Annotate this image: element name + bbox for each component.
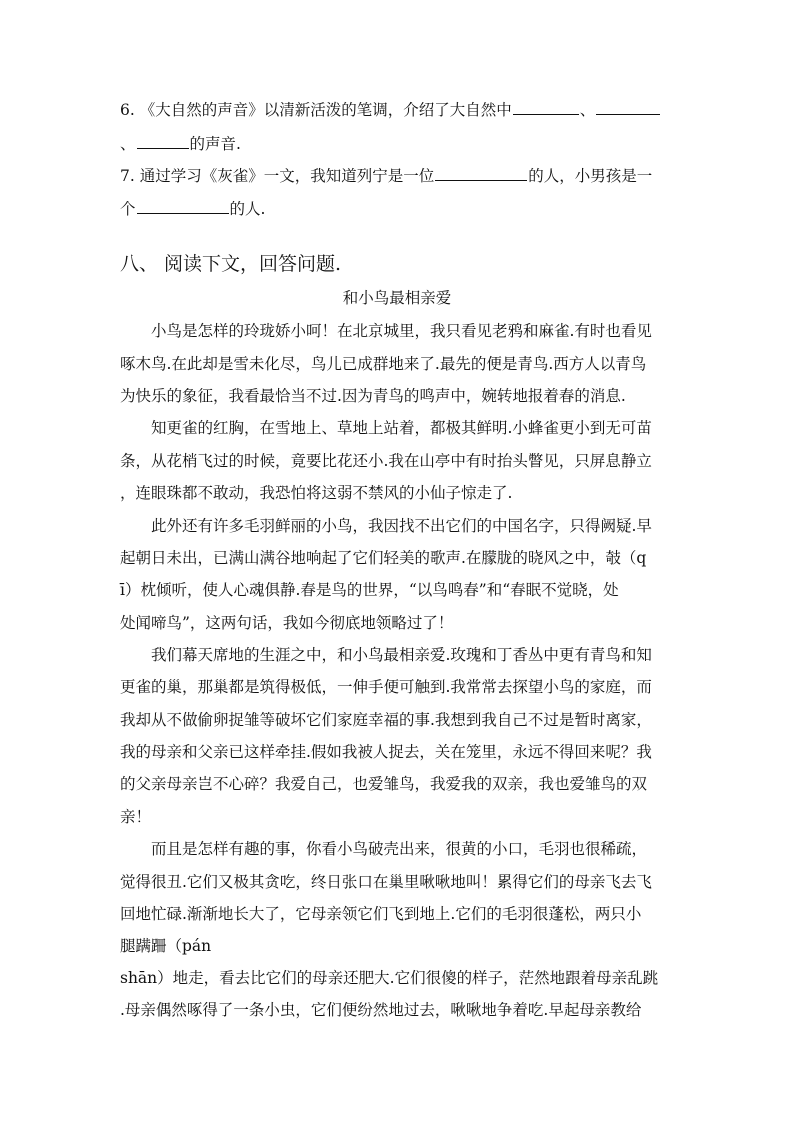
question-6-line-1 — [120, 100, 661, 120]
passage-line: 起朝日未出，已满山满谷地响起了它们轻美的歌声.在朦胧的晓风之中，攲（q — [120, 549, 647, 567]
passage-line: 我们幕天席地的生涯之中，和小鸟最相亲爱.玫瑰和丁香丛中更有青鸟和知 — [120, 646, 652, 664]
answer-blank[interactable] — [137, 134, 189, 149]
answer-blank[interactable] — [513, 100, 579, 115]
answer-blank[interactable] — [137, 199, 229, 214]
passage-line: 条，从花梢飞过的时候，竟要比花还小.我在山亭中有时抬头瞥见，只屏息静立 — [120, 452, 652, 470]
passage-line: 回地忙碌.渐渐地长大了，它母亲领它们飞到地上.它们的毛羽很蓬松，两只小 — [120, 905, 642, 923]
passage-line: 我的母亲和父亲已这样牵挂.假如我被人捉去，关在笼里，永远不得回来呢？我 — [120, 743, 652, 761]
passage-line: 觉得很丑.它们又极其贪吃，终日张口在巢里啾啾地叫！累得它们的母亲飞去飞 — [120, 873, 652, 891]
passage-line: 的父亲母亲岂不心碎？我爱自己，也爱雏鸟，我爱我的双亲，我也爱雏鸟的双 — [120, 775, 648, 793]
passage-line: 而且是怎样有趣的事，你看小鸟破壳出来，很黄的小口，毛羽也很稀疏， — [120, 840, 648, 858]
question-7-line-2 — [120, 199, 265, 219]
passage-line: ī）枕倾听，使人心魂俱静.春是鸟的世界，“以鸟鸣春”和“春眠不觉晓，处 — [120, 581, 619, 599]
answer-blank[interactable] — [435, 166, 527, 181]
separator: 、 — [120, 135, 136, 153]
passage-line: 为快乐的象征，我看最恰当不过.因为青鸟的鸣声中，婉转地报着春的消息. — [120, 387, 626, 405]
passage-line: 我却从不做偷卵捉雏等破坏它们家庭幸福的事.我想到我自己不过是暂时离家， — [120, 711, 652, 729]
passage-line: 腿蹒跚（pán — [120, 937, 212, 955]
question-6-text-end: 的声音. — [189, 135, 241, 153]
question-6-line-2 — [120, 134, 241, 154]
separator: 、 — [579, 101, 596, 119]
passage-line: 此外还有许多毛羽鲜丽的小鸟，我因找不出它们的中国名字，只得阙疑.早 — [120, 517, 652, 535]
question-7-line-1 — [120, 166, 652, 186]
passage-line: 亲！ — [120, 808, 152, 826]
passage-title: 和小鸟最相亲爱 — [342, 289, 452, 307]
question-7-text-mid: 的人，小男孩是一 — [528, 167, 653, 185]
passage-line: 啄木鸟.在此却是雪未化尽，鸟儿已成群地来了.最先的便是青鸟.西方人以青鸟 — [120, 355, 647, 373]
passage-line: ，连眼珠都不敢动，我恐怕将这弱不禁风的小仙子惊走了. — [120, 484, 513, 502]
passage-line: 小鸟是怎样的玲珑娇小呵！在北京城里，我只看见老鸦和麻雀.有时也看见 — [120, 322, 652, 340]
answer-blank[interactable] — [596, 100, 660, 115]
question-7-text-end: 的人. — [229, 200, 266, 218]
passage-line: 处闻啼鸟”，这两句话，我如今彻底地领略过了！ — [120, 614, 454, 632]
passage-line: shān）地走，看去比它们的母亲还肥大.它们很傻的样子，茫然地跟着母亲乱跳 — [120, 969, 659, 987]
passage-line: 更雀的巢，那巢都是筑得极低，一伸手便可触到.我常常去探望小鸟的家庭，而 — [120, 678, 652, 696]
passage-line: .母亲偶然啄得了一条小虫，它们便纷然地过去，啾啾地争着吃.早起母亲教给 — [120, 1001, 642, 1019]
passage-line: 知更雀的红胸，在雪地上、草地上站着，都极其鲜明.小蜂雀更小到无可苗 — [120, 419, 652, 437]
question-6-text: 6. 《大自然的声音》以清新活泼的笔调，介绍了大自然中 — [120, 101, 512, 119]
question-7-text-start: 个 — [120, 200, 136, 218]
question-7-text: 7. 通过学习《灰雀》一文，我知道列宁是一位 — [120, 167, 435, 185]
section-heading: 八、 阅读下文，回答问题. — [120, 253, 342, 275]
